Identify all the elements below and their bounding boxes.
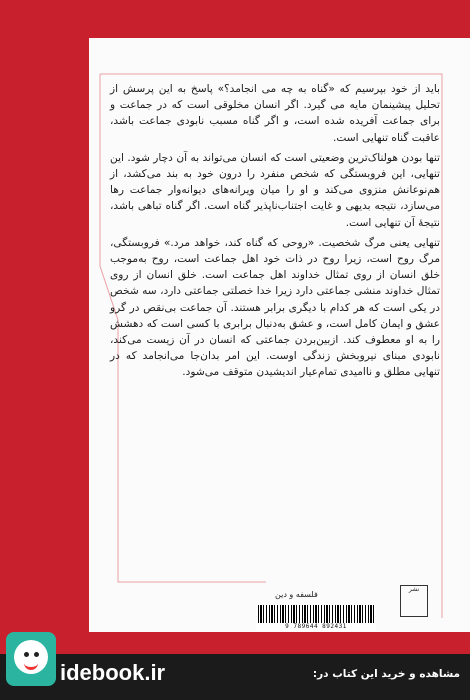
ad-caption: مشاهده و خرید این کتاب در:	[312, 668, 460, 680]
paragraph: باید از خود بپرسیم که «گناه به چه می انجامد؟» پاسخ به این پرسش از تحلیل پیشینمان مایه می گیرد. اگر انسان مخلوقی است که در جماعت و برای جماعت آفریده شده است، و اگر گناه مسبب نابودی جماعت باشد، عاقبت گناه تنهایی است.	[110, 83, 440, 144]
back-cover-text	[110, 81, 440, 385]
idebook-logo-icon[interactable]	[6, 632, 56, 686]
eye-icon	[24, 652, 29, 657]
barcode-number: 9 789644 892431	[285, 623, 347, 630]
barcode-bars	[258, 605, 374, 623]
ad-brand-link[interactable]: idebook.ir	[60, 660, 166, 685]
paragraph: تنهایی یعنی مرگ شخصیت. «روحی که گناه کند، خواهد مرد.» فروبستگی، مرگ روح است، زیرا روح در ذات خود اهل جماعت است، روح به‌موجب خلق انسان از روی تمثال خداوند اهل جماعت است. خلق انسان از روی تمثال خداوند منشی جماعتی دارد زیرا خدا خصلتی جماعتی دارد، سه شخص در یکی است که هر کدام با دیگری برابر هستند. آن جماعت بی‌نقص در گرو عشق و ایمان کامل است، و عشق به‌دنبال برابری با کسی است که دهشش را به او معطوف کند. ازبین‌بردن جماعتی که انسان در آن زیست می‌کند، نابودی مبنای نیروبخش زندگی اوست. این امر بدان‌جا می‌انجامد که در تنهایی مطلق و ناامیدی تمام‌عیار اندیشیدن متوقف می‌شود.	[110, 236, 440, 379]
eye-icon	[34, 652, 39, 657]
publisher-logo: نشر	[400, 585, 428, 617]
paragraph: تنها بودن هولناک‌ترین وضعیتی است که انسان می‌تواند به آن دچار شود. این تنهایی، این فروبستگی که شخص منفرد را درون خود به بند می‌کشد، از هم‌نوعانش منزوی می‌کند و او را میان ویرانه‌های دیوانه‌وار جماعت رها می‌سازد، نتیجه بدیهی و غایت اجتناب‌ناپذیر گناه است. اگر گناه تباهی باشد، نتیجهٔ آن تنهایی است.	[110, 151, 440, 229]
category-label: فلسفه و دین	[275, 590, 318, 599]
barcode	[256, 605, 376, 631]
